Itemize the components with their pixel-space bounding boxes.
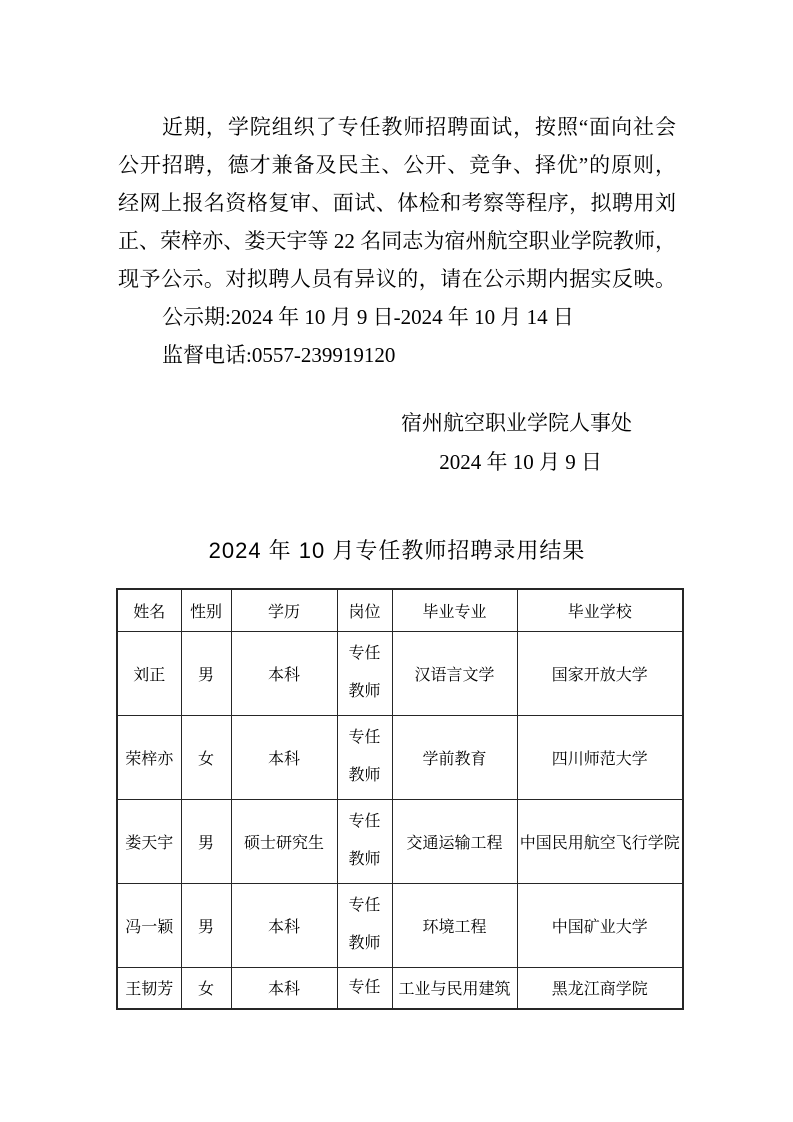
cell-position (337, 631, 392, 715)
table-row (117, 799, 683, 883)
paragraph-line: 公开招聘，德才兼备及民主、公开、竞争、择优”的原则， (118, 153, 676, 177)
table-row (117, 883, 683, 967)
cell-education: 本科 (231, 967, 337, 1009)
cell-school: 中国民用航空飞行学院 (517, 799, 683, 883)
position-line: 教师 (348, 851, 381, 868)
column-header: 学历 (231, 589, 337, 631)
column-header: 毕业专业 (392, 589, 517, 631)
position-line: 专任 (348, 897, 381, 914)
cell-education: 本科 (231, 631, 337, 715)
position-line: 教师 (348, 767, 381, 784)
cell-gender: 男 (181, 883, 231, 967)
cell-education: 硕士研究生 (231, 799, 337, 883)
position-line: 专任 (348, 813, 381, 830)
cell-school: 国家开放大学 (517, 631, 683, 715)
supervision-phone: 监督电话:0557-239919120 (162, 343, 396, 367)
cell-name: 王韧芳 (117, 967, 181, 1009)
column-header: 毕业学校 (517, 589, 683, 631)
position-line: 教师 (348, 683, 381, 700)
cell-school: 中国矿业大学 (517, 883, 683, 967)
cell-major: 环境工程 (392, 883, 517, 967)
cell-major: 学前教育 (392, 715, 517, 799)
paragraph-line: 近期，学院组织了专任教师招聘面试，按照“面向社会 (162, 115, 676, 139)
cell-name: 冯一颖 (117, 883, 181, 967)
signature-date: 2024 年 10 月 9 日 (439, 450, 602, 474)
table-row (117, 715, 683, 799)
signature-block (118, 404, 676, 482)
position-line: 专任 (348, 978, 381, 996)
document-content (118, 108, 680, 1010)
cell-position (337, 883, 392, 967)
paragraph-line: 现予公示。对拟聘人员有异议的，请在公示期内据实反映。 (118, 267, 676, 291)
cell-position (337, 967, 392, 1009)
cell-name: 荣梓亦 (117, 715, 181, 799)
cell-gender: 女 (181, 715, 231, 799)
cell-education: 本科 (231, 883, 337, 967)
signature-organization: 宿州航空职业学院人事处 (401, 411, 632, 435)
column-header: 性别 (181, 589, 231, 631)
column-header: 岗位 (337, 589, 392, 631)
paragraph-line: 经网上报名资格复审、面试、体检和考察等程序，拟聘用刘 (118, 191, 676, 215)
position-line: 专任 (348, 645, 381, 662)
announcement-paragraph (118, 108, 676, 298)
cell-gender: 女 (181, 967, 231, 1009)
publicity-period: 公示期:2024 年 10 月 9 日-2024 年 10 月 14 日 (162, 305, 574, 329)
cell-education: 本科 (231, 715, 337, 799)
cell-name: 娄天宇 (117, 799, 181, 883)
cell-name: 刘正 (117, 631, 181, 715)
table-title: 2024 年 10 月专任教师招聘录用结果 (208, 538, 586, 563)
cell-major: 汉语言文学 (392, 631, 517, 715)
cell-gender: 男 (181, 799, 231, 883)
column-header: 姓名 (117, 589, 181, 631)
cell-position (337, 715, 392, 799)
cell-school: 黑龙江商学院 (517, 967, 683, 1009)
cell-position (337, 799, 392, 883)
paragraph-line: 正、荣梓亦、娄天宇等 22 名同志为宿州航空职业学院教师， (118, 229, 676, 253)
table-header-row (117, 589, 683, 631)
cell-school: 四川师范大学 (517, 715, 683, 799)
table-row (117, 967, 683, 1009)
cell-major: 交通运输工程 (392, 799, 517, 883)
position-line: 专任 (348, 729, 381, 746)
position-line: 教师 (348, 935, 381, 952)
cell-gender: 男 (181, 631, 231, 715)
recruitment-results-table (116, 588, 684, 1010)
cell-major: 工业与民用建筑 (392, 967, 517, 1009)
table-row (117, 631, 683, 715)
